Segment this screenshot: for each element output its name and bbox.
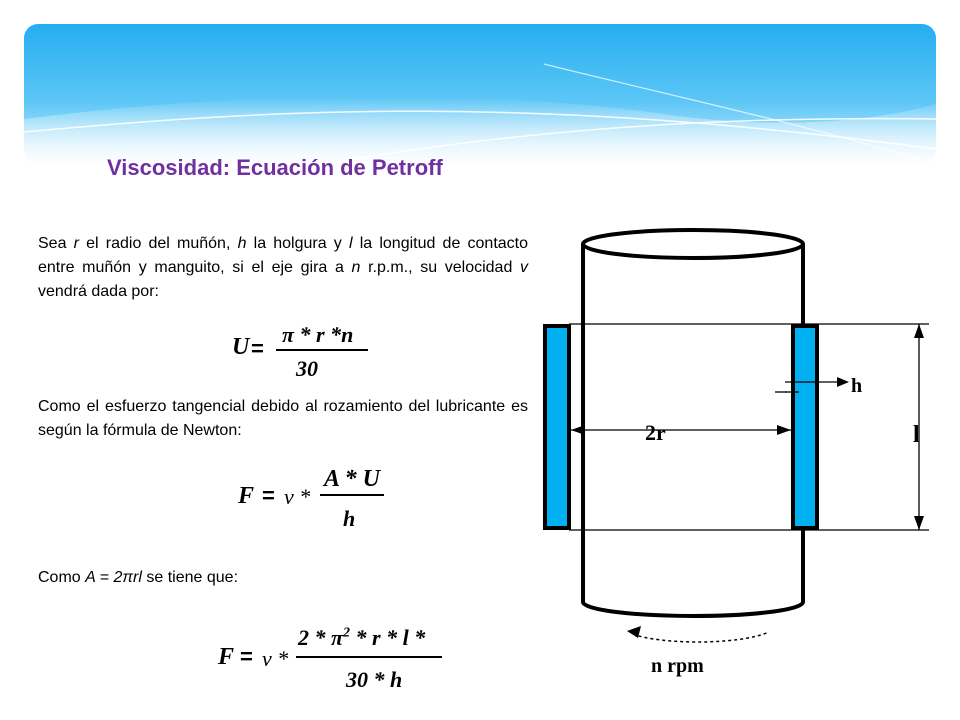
var-l: l — [348, 235, 353, 252]
formula-f2-denominator: 30 * h — [346, 667, 403, 692]
shaft-bottom-arc — [583, 602, 803, 616]
formula-f2-lhs: F — [218, 644, 235, 670]
length-arrow-bottom — [914, 516, 924, 530]
intro-text-1: Sea — [38, 235, 74, 252]
formula-f2-equals: = — [240, 644, 253, 669]
var-n: n — [351, 259, 361, 276]
bearing-sleeve-right — [793, 326, 817, 528]
label-rpm: n rpm — [651, 655, 704, 677]
clearance-arrow-head — [837, 377, 849, 387]
area-paragraph — [38, 566, 528, 590]
header-banner-graphic — [24, 24, 936, 164]
var-r: r — [73, 235, 79, 252]
journal-bearing-diagram — [537, 228, 937, 678]
formula-f2-numerator — [298, 625, 425, 651]
formula-f1-fraction-bar — [320, 494, 384, 496]
intro-text-6: vendrá dada por: — [38, 283, 159, 300]
formula-f2-coefficient: ν * — [262, 646, 289, 671]
formula-u-lhs: U — [232, 334, 250, 360]
label-h: h — [851, 375, 863, 397]
header-banner — [24, 24, 936, 164]
newton-paragraph: Como el esfuerzo tangencial debido al rozamiento del lubricante es según la fórmula de Newton: — [38, 398, 528, 439]
intro-text-3: la holgura y — [246, 235, 349, 252]
var-h: h — [237, 235, 247, 252]
area-expression: A = 2πrl — [85, 569, 142, 586]
formula-u-equals: = — [251, 336, 264, 361]
intro-text-2: el radio del muñón, — [78, 235, 238, 252]
diameter-arrow-left — [571, 425, 585, 435]
formula-f1-equals: = — [262, 483, 275, 508]
area-text-2: se tiene que: — [141, 569, 239, 586]
formula-f1-numerator: A * U — [324, 466, 381, 492]
rotation-arrow-path — [633, 632, 769, 642]
formula-f2-num-b: * r * l * — [350, 625, 426, 650]
label-2r: 2r — [645, 420, 666, 445]
formula-f2-fraction-bar — [296, 656, 442, 658]
intro-paragraph — [38, 232, 528, 304]
formula-f1-denominator: h — [343, 506, 356, 531]
intro-text-5: r.p.m., su velocidad — [360, 259, 521, 276]
var-v: v — [520, 259, 529, 276]
formula-f1-lhs: F — [238, 483, 255, 509]
intro-text-4: la longitud de contacto entre muñón y manguito, si el eje gira a — [38, 235, 529, 276]
formula-f2-num-a: 2 * π — [298, 625, 344, 650]
formula-f1-coefficient: ν * — [284, 484, 311, 509]
formula-u-fraction-bar — [276, 349, 368, 351]
formula-u-denominator: 30 — [296, 356, 318, 381]
bearing-sleeve-left — [545, 326, 569, 528]
formula-f2-num-exponent: 2 — [343, 625, 351, 641]
area-text-1: Como — [38, 569, 86, 586]
label-l: l — [913, 422, 920, 448]
formula-u-numerator: π * r *n — [282, 322, 354, 347]
shaft-top-ellipse — [583, 230, 803, 258]
diameter-arrow-right — [777, 425, 791, 435]
length-arrow-top — [914, 324, 924, 338]
page-title: Viscosidad: Ecuación de Petroff — [107, 155, 443, 180]
